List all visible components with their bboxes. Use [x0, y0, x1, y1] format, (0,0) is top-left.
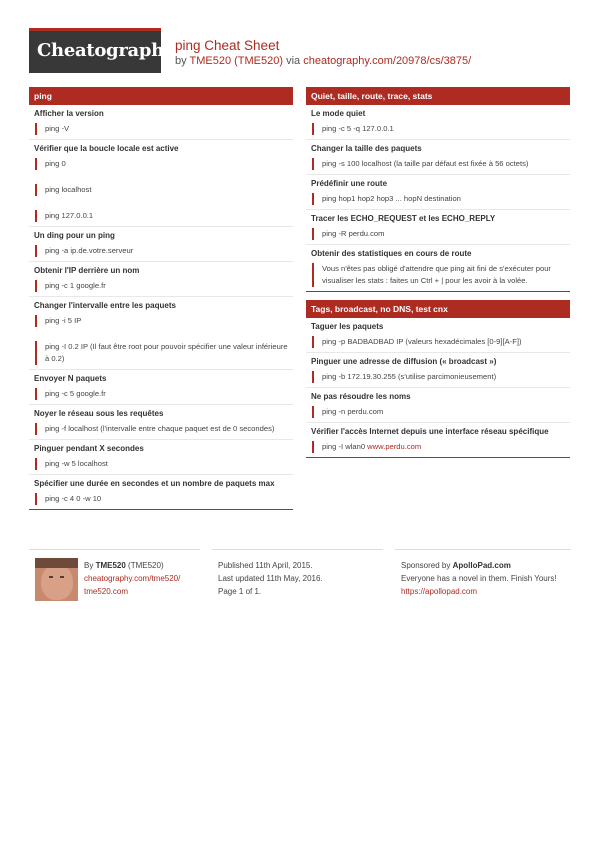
command-example: ping -V: [35, 123, 288, 135]
byline-via: via: [286, 55, 301, 67]
byline-by: by: [175, 55, 187, 67]
cheat-item: [29, 105, 293, 140]
footer-divider: [212, 549, 383, 550]
cheat-item-title: Changer l'intervalle entre les paquets: [34, 301, 176, 310]
command-example: ping -w 5 localhost: [35, 458, 288, 470]
cheat-item: [29, 297, 293, 370]
cheat-item: [306, 353, 570, 388]
cheat-item: [29, 440, 293, 475]
section-header: Tags, broadcast, no DNS, test cnx: [306, 300, 570, 318]
cheat-item-title: Vérifier l'accès Internet depuis une interface réseau spécifique: [311, 427, 549, 436]
command-example: Vous n'êtes pas obligé d'attendre que ping ait fini de s'exécuter pour visualiser les stats : faites un Ctrl + | pour les avoir à la volée.: [312, 263, 565, 287]
byline: [175, 55, 471, 67]
sheet-url-link[interactable]: cheatography.com/20978/cs/3875/: [303, 55, 472, 67]
footer-updated: Last updated 11th May, 2016.: [218, 574, 323, 583]
cheatography-logo[interactable]: [29, 28, 175, 73]
cheat-item-title: Vérifier que la boucle locale est active: [34, 144, 179, 153]
command-example: ping -b 172.19.30.255 (s'utilise parcimonieusement): [312, 371, 565, 383]
command-example: ping -p BADBADBAD IP (valeurs hexadécimales [0-9][A-F]): [312, 336, 565, 348]
footer-published: Published 11th April, 2015.: [218, 561, 313, 570]
footer-author: [84, 559, 204, 598]
cheat-item: [29, 405, 293, 440]
footer-dates: [218, 559, 388, 598]
logo-text: Cheatography: [37, 40, 175, 61]
command-example: ping -R perdu.com: [312, 228, 565, 240]
cheat-item: [29, 475, 293, 509]
cheat-item-title: Tracer les ECHO_REQUEST et les ECHO_REPLY: [311, 214, 496, 223]
cheat-item-title: Changer la taille des paquets: [311, 144, 422, 153]
cheat-item-title: Taguer les paquets: [311, 322, 384, 331]
cheat-item-title: Obtenir l'IP derrière un nom: [34, 266, 140, 275]
command-example: ping -I wlan0 www.perdu.com: [312, 441, 565, 453]
footer-author-handle: (TME520): [128, 561, 164, 570]
footer-sponsor-name: ApolloPad.com: [452, 561, 511, 570]
cheat-item-title: Noyer le réseau sous les requêtes: [34, 409, 164, 418]
spacer: [34, 327, 288, 341]
footer-divider: [29, 549, 200, 550]
command-example: ping -a ip.de.votre.serveur: [35, 245, 288, 257]
footer-divider: [395, 549, 571, 550]
cheat-item: [29, 262, 293, 297]
footer-by: By: [84, 561, 94, 570]
command-example: ping hop1 hop2 hop3 ... hopN destination: [312, 193, 565, 205]
section-box: [29, 87, 293, 510]
cheat-item-title: Prédéfinir une route: [311, 179, 388, 188]
section-header: Quiet, taille, route, trace, stats: [306, 87, 570, 105]
section-body: [29, 105, 293, 510]
footer-author-link[interactable]: cheatography.com/tme520/: [84, 574, 181, 583]
footer-sponsor-prefix: Sponsored by: [401, 561, 451, 570]
cheat-item: [29, 140, 293, 227]
cheat-item-title: Afficher la version: [34, 109, 104, 118]
command-example: ping -c 5 google.fr: [35, 388, 288, 400]
cheat-item: [306, 140, 570, 175]
cheat-item: [306, 105, 570, 140]
section-header: ping: [29, 87, 293, 105]
command-example: ping localhost: [35, 184, 288, 196]
footer-author-name: TME520: [95, 561, 126, 570]
cheat-item-title: Le mode quiet: [311, 109, 366, 118]
command-example: ping -i 5 IP: [35, 315, 288, 327]
author-avatar[interactable]: [35, 558, 78, 601]
footer-sponsor: [401, 559, 571, 598]
section-box: [306, 87, 570, 292]
command-example: ping -n perdu.com: [312, 406, 565, 418]
cheat-item-title: Pinguer pendant X secondes: [34, 444, 144, 453]
cheat-item-title: Spécifier une durée en secondes et un nombre de paquets max: [34, 479, 275, 488]
cheat-item-title: Ne pas résoudre les noms: [311, 392, 411, 401]
section-body: [306, 105, 570, 292]
cheat-item: [306, 318, 570, 353]
page-title: ping Cheat Sheet: [175, 38, 280, 53]
command-example: ping -c 1 google.fr: [35, 280, 288, 292]
cheat-item-title: Un ding pour un ping: [34, 231, 115, 240]
footer-page: Page 1 of 1.: [218, 587, 262, 596]
cheat-item: [29, 370, 293, 405]
cheat-item: [306, 245, 570, 291]
command-example: ping -s 100 localhost (la taille par défaut est fixée à 56 octets): [312, 158, 565, 170]
cheat-item-title: Envoyer N paquets: [34, 374, 107, 383]
command-example: ping -I 0.2 IP (Il faut être root pour pouvoir spécifier une valeur inférieure à 0.2): [35, 341, 288, 365]
command-example: ping -c 5 -q 127.0.0.1: [312, 123, 565, 135]
cheat-item: [306, 175, 570, 210]
right-column: [306, 87, 570, 466]
cheat-item: [306, 210, 570, 245]
cheat-item: [306, 423, 570, 457]
command-example: ping 0: [35, 158, 288, 170]
cheat-item-title: Obtenir des statistiques en cours de route: [311, 249, 472, 258]
spacer: [34, 196, 288, 210]
footer-author-site[interactable]: tme520.com: [84, 587, 129, 596]
cheat-item-title: Pinguer une adresse de diffusion (« broadcast »): [311, 357, 497, 366]
cheat-item: [306, 388, 570, 423]
section-body: [306, 318, 570, 458]
cheat-item: [29, 227, 293, 262]
footer-sponsor-link[interactable]: https://apollopad.com: [401, 587, 478, 596]
footer-sponsor-text: Everyone has a novel in them. Finish Yours!: [401, 574, 557, 583]
command-example: ping -c 4 0 -w 10: [35, 493, 288, 505]
section-box: [306, 300, 570, 458]
spacer: [34, 170, 288, 184]
command-example: ping -f localhost (l'intervalle entre chaque paquet est de 0 secondes): [35, 423, 288, 435]
author-link[interactable]: TME520 (TME520): [189, 55, 284, 67]
left-column: [29, 87, 293, 518]
command-example: ping 127.0.0.1: [35, 210, 288, 222]
perdu-link[interactable]: www.perdu.com: [367, 442, 422, 451]
